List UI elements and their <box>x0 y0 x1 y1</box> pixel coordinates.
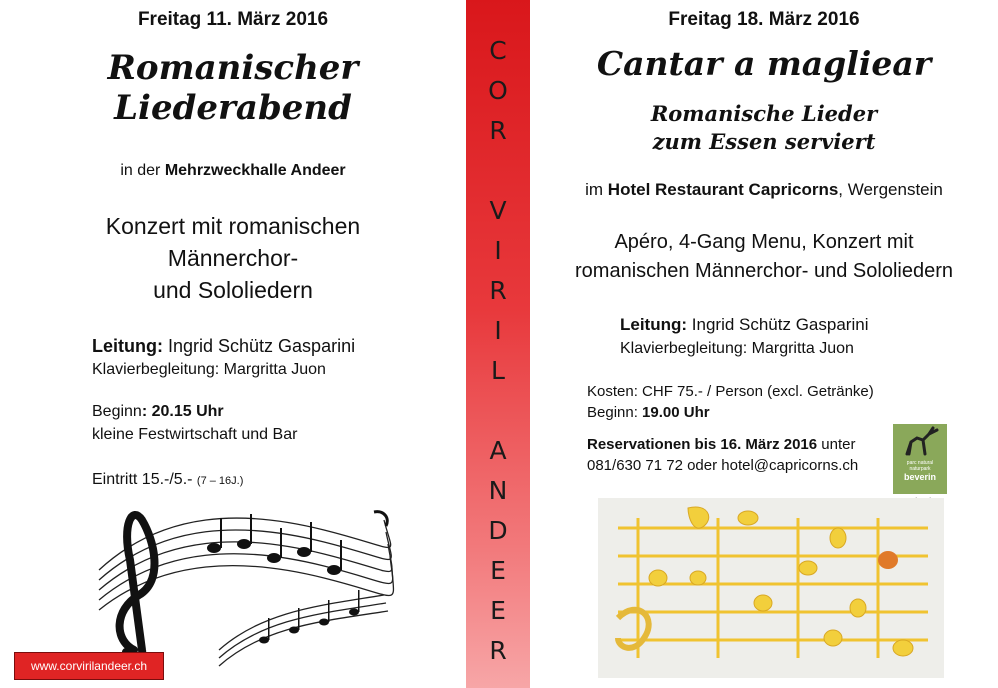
right-subtitle <box>530 100 998 156</box>
left-eintritt-text: Eintritt 15.-/5.- <box>92 471 197 488</box>
left-festwirtschaft: kleine Festwirtschaft und Bar <box>92 426 298 443</box>
pasta-music-staff-image <box>598 498 944 678</box>
left-title-line2: Liederabend <box>114 88 352 128</box>
right-venue-prefix: im <box>585 180 608 199</box>
left-beginn-label: Beginn <box>92 403 142 420</box>
left-leitung-label: Leitung: <box>92 336 163 356</box>
logo-text <box>895 460 945 483</box>
right-beginn-time: 19.00 Uhr <box>642 404 710 421</box>
right-venue-name: Hotel Restaurant Capricorns <box>607 180 839 199</box>
band-letter: R <box>489 276 507 305</box>
band-letter: O <box>488 76 508 105</box>
right-leitung-label: Leitung: <box>620 315 688 334</box>
left-venue-prefix: in der <box>120 162 165 179</box>
band-letter: E <box>490 596 506 625</box>
right-beginn <box>587 404 710 421</box>
band-letter: E <box>490 556 506 585</box>
left-concert <box>0 210 466 306</box>
cor-viril-andeer-band <box>466 0 530 688</box>
logo-line2: naturpark <box>909 466 931 472</box>
band-letter: I <box>494 236 502 265</box>
right-piano: Klavierbegleitung: Margritta Juon <box>620 340 854 357</box>
right-program <box>530 228 998 286</box>
right-subtitle-line1: Romanische Lieder <box>650 101 878 126</box>
left-venue <box>0 162 466 180</box>
band-letter: C <box>489 36 507 65</box>
right-leitung-name: Ingrid Schütz Gasparini <box>687 315 869 334</box>
right-contact: 081/630 71 72 oder hotel@capricorns.ch <box>587 457 859 474</box>
left-venue-name: Mehrzweckhalle Andeer <box>164 162 346 179</box>
right-kosten: Kosten: CHF 75.- / Person (excl. Getränke) <box>587 383 874 400</box>
left-leitung-name: Ingrid Schütz Gasparini <box>162 336 356 356</box>
right-program-line1: Apéro, 4-Gang Menu, Konzert mit <box>614 231 914 253</box>
band-letter: R <box>489 636 507 665</box>
left-date: Freitag 11. März 2016 <box>137 9 329 30</box>
ibex-icon <box>893 424 947 460</box>
left-title <box>0 48 466 128</box>
left-eintritt <box>92 471 243 489</box>
left-leitung <box>92 336 355 357</box>
left-beginn-time: : 20.15 Uhr <box>141 403 224 420</box>
left-piano: Klavierbegleitung: Margritta Juon <box>92 361 326 378</box>
left-beginn <box>92 403 224 421</box>
right-program-line2: romanischen Männerchor- und Sololiedern <box>575 260 953 282</box>
right-leitung <box>620 315 868 335</box>
left-concert-line2: Männerchor- <box>167 245 299 271</box>
band-letter: N <box>488 476 508 505</box>
right-reservation-deadline: Reservationen bis 16. März 2016 <box>587 436 818 453</box>
left-title-line1: Romanischer <box>107 48 359 88</box>
left-concert-line3: und Sololiedern <box>153 277 313 303</box>
band-letter: A <box>489 436 507 465</box>
band-letter: D <box>488 516 508 545</box>
pasta-staff-svg <box>598 498 944 678</box>
band-letter: V <box>489 196 507 225</box>
logo-name: beverin <box>903 472 936 482</box>
left-concert-line1: Konzert mit romanischen <box>105 213 361 239</box>
band-letter: L <box>491 356 505 385</box>
right-reservation <box>587 436 855 453</box>
right-beginn-label: Beginn: <box>587 404 643 421</box>
right-venue <box>530 180 998 200</box>
right-subtitle-line2: zum Essen serviert <box>652 129 876 154</box>
music-notes-illustration <box>94 500 404 670</box>
right-reservation-suffix: unter <box>817 436 856 453</box>
logo-green-box <box>893 424 947 494</box>
right-venue-suffix: , Wergenstein <box>838 180 943 199</box>
logo-line1: parc natural <box>906 460 934 466</box>
right-title: Cantar a magliear <box>596 44 932 83</box>
right-date: Freitag 18. März 2016 <box>668 9 860 30</box>
left-eintritt-age: (7 – 16J.) <box>196 475 244 487</box>
website-link[interactable]: www.corvirilandeer.ch <box>14 652 164 680</box>
band-letter: I <box>494 316 502 345</box>
band-letter: R <box>489 116 507 145</box>
